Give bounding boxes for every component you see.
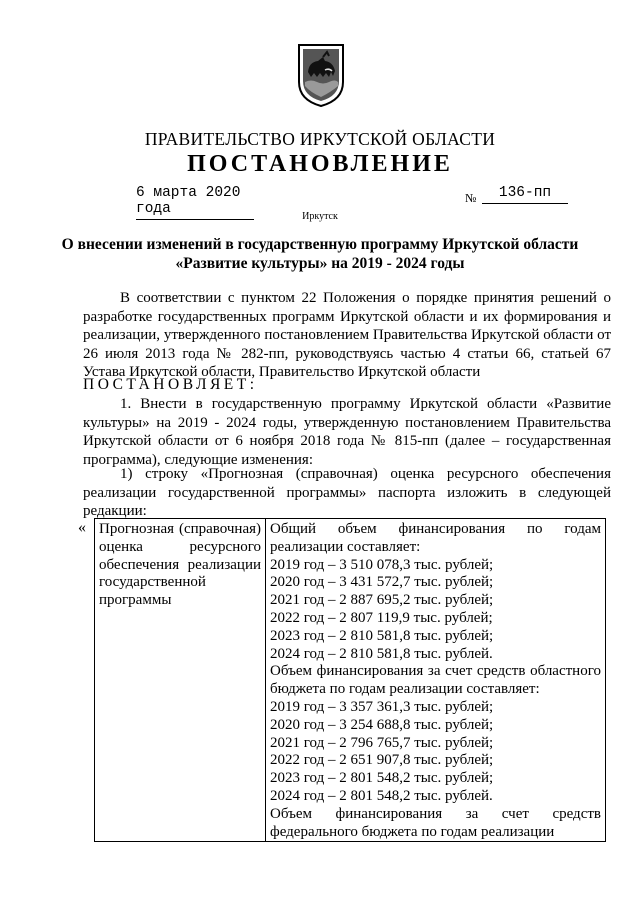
list-item: 2024 год – 2 801 548,2 тыс. рублей.: [270, 787, 493, 804]
resolves-label: ПОСТАНОВЛЯЕТ:: [83, 376, 258, 393]
table-cell-label: Прогнозная (справочная) оценка ресурсного обеспечения реализации государственной программы: [95, 519, 266, 842]
list-item: 2023 год – 2 801 548,2 тыс. рублей;: [270, 770, 494, 787]
item-1-1-paragraph: 1) строку «Прогнозная (справочная) оценка ресурсного обеспечения реализации государственной программы» паспорта изложить в следующей редакции:: [83, 466, 611, 519]
government-name: ПРАВИТЕЛЬСТВО ИРКУТСКОЙ ОБЛАСТИ: [144, 129, 496, 149]
table-row: [95, 519, 606, 842]
total-funding-intro: Общий объем финансирования по годам реализации составляет:: [270, 521, 601, 555]
list-item: 2020 год – 3 431 572,7 тыс. рублей;: [270, 574, 494, 591]
document-type: ПОСТАНОВЛЕНИЕ: [187, 151, 453, 177]
list-item: 2023 год – 2 810 581,8 тыс. рублей;: [270, 627, 494, 644]
passport-table: [94, 518, 606, 842]
document-date: 6 марта 2020 года: [136, 185, 254, 220]
table-cell-funding: [266, 519, 606, 842]
list-item: 2021 год – 2 887 695,2 тыс. рублей;: [270, 592, 494, 609]
document-number: 136-пп: [482, 185, 568, 204]
list-item: 2020 год – 3 254 688,8 тыс. рублей;: [270, 716, 494, 733]
list-item: 2022 год – 2 651 907,8 тыс. рублей;: [270, 752, 494, 769]
heading-line-1: О внесении изменений в государственную программу Иркутской области: [61, 236, 579, 253]
list-item: 2022 год – 2 807 119,9 тыс. рублей;: [270, 609, 493, 626]
item-1-paragraph: 1. Внести в государственную программу Иркутской области «Развитие культуры» на 2019 - 2024 годы, утвержденную постановлением Правительства Иркутской области от 6 ноября 2018 года № 815-пп (далее – государственная программа), следующие изменения:: [83, 396, 611, 468]
heading-line-2: «Развитие культуры» на 2019 - 2024 годы: [175, 255, 465, 272]
list-item: 2024 год – 2 810 581,8 тыс. рублей.: [270, 645, 493, 662]
city-name: Иркутск: [302, 211, 338, 222]
number-sign: №: [465, 191, 477, 205]
preamble-paragraph: В соответствии с пунктом 22 Положения о порядке принятия решений о разработке государственных программ Иркутской области и их формирования и реализации, утвержденного постановлением Правительства Иркутской области от 26 июля 2013 года № 282-пп, руководствуясь частью 4 статьи 66, статьей 67 Устава Иркутской области, Правительство Иркутской области: [83, 290, 611, 380]
coat-of-arms-icon: [296, 42, 346, 108]
federal-funding-intro: Объем финансирования за счет средств федерального бюджета по годам реализации: [270, 805, 601, 840]
list-item: 2019 год – 3 510 078,3 тыс. рублей;: [270, 556, 494, 573]
list-item: 2021 год – 2 796 765,7 тыс. рублей;: [270, 734, 494, 751]
regional-funding-intro: Объем финансирования за счет средств областного бюджета по годам реализации составляет:: [270, 663, 601, 698]
document-heading: [40, 235, 600, 273]
opening-quote: «: [78, 519, 86, 536]
list-item: 2019 год – 3 357 361,3 тыс. рублей;: [270, 698, 494, 715]
